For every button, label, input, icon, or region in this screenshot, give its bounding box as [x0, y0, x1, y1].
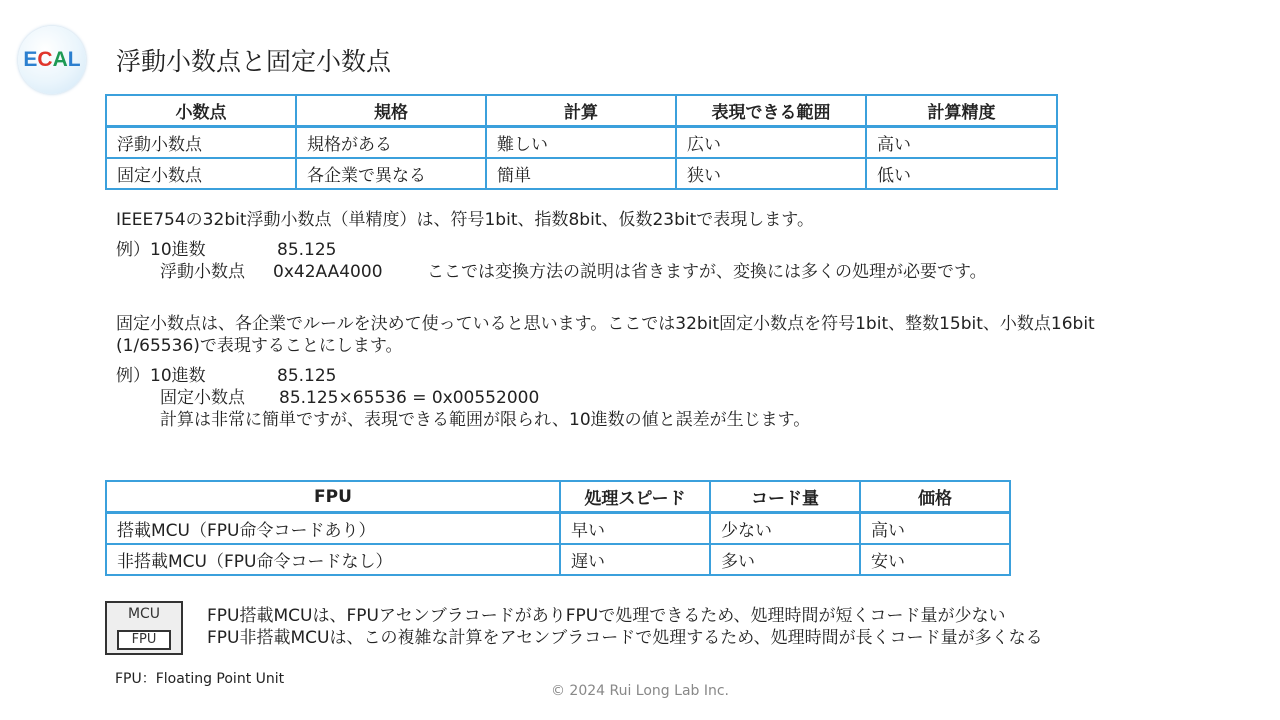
summary-line-2: FPU非搭載MCUは、この複雑な計算をアセンブラコードで処理するため、処理時間が長くコード量が多くなる [207, 628, 1043, 648]
table-row [106, 158, 1057, 189]
table-cell: 高い [860, 513, 1010, 545]
copyright-text: © 2024 Rui Long Lab Inc. [550, 683, 730, 699]
table-header-cell: 計算精度 [866, 95, 1057, 127]
fixed-intro-line-2: (1/65536)で表現することにします。 [116, 336, 403, 356]
fixed-intro-line-1: 固定小数点は、各企業でルールを決めて使っていると思います。ここでは32bit固定小数点を符号1bit、整数15bit、小数点16bit [116, 314, 1095, 334]
table-header-cell: 表現できる範囲 [676, 95, 866, 127]
table-header-cell: 小数点 [106, 95, 296, 127]
fixed-example-formula: 85.125×65536 = 0x00552000 [279, 388, 540, 408]
fixed-example-type-label: 固定小数点 [160, 388, 245, 408]
table-cell: 安い [860, 544, 1010, 575]
table-cell: 早い [560, 513, 710, 545]
table-cell: 各企業で異なる [296, 158, 486, 189]
table-header-cell: 規格 [296, 95, 486, 127]
table-header-cell: FPU [106, 481, 560, 513]
float-example-type-label: 浮動小数点 [160, 262, 245, 282]
comparison-table-fpu [105, 480, 1011, 576]
float-example-label: 例）10進数 [116, 240, 206, 260]
logo-letter-a: A [52, 48, 68, 71]
table-header-cell: コード量 [710, 481, 860, 513]
table-cell: 狭い [676, 158, 866, 189]
page-title: 浮動小数点と固定小数点 [116, 47, 392, 76]
mcu-label: MCU [127, 606, 161, 622]
fixed-example-note: 計算は非常に簡単ですが、表現できる範囲が限られ、10進数の値と誤差が生じます。 [160, 410, 811, 430]
table-cell: 広い [676, 127, 866, 159]
table-cell: 非搭載MCU（FPU命令コードなし） [106, 544, 560, 575]
table-cell: 規格がある [296, 127, 486, 159]
fpu-box: FPU [117, 630, 171, 650]
fixed-example-decimal: 85.125 [277, 366, 337, 386]
mcu-diagram [105, 601, 183, 655]
comparison-table-decimal [105, 94, 1058, 190]
table-header-row [106, 481, 1010, 513]
ecal-logo [18, 26, 86, 94]
table-cell: 高い [866, 127, 1057, 159]
table-cell: 遅い [560, 544, 710, 575]
fixed-example-label: 例）10進数 [116, 366, 206, 386]
logo-letter-c: C [37, 48, 53, 71]
table-header-cell: 処理スピード [560, 481, 710, 513]
table-cell: 少ない [710, 513, 860, 545]
table-header-row [106, 95, 1057, 127]
table-cell: 浮動小数点 [106, 127, 296, 159]
table-row [106, 127, 1057, 159]
logo-letter-e: E [23, 48, 38, 71]
fpu-footnote: FPU：Floating Point Unit [115, 671, 285, 687]
summary-line-1: FPU搭載MCUは、FPUアセンブラコードがありFPUで処理できるため、処理時間が短くコード量が少ない [207, 606, 1006, 626]
float-example-note: ここでは変換方法の説明は省きますが、変換には多くの処理が必要です。 [427, 262, 987, 282]
float-intro-text: IEEE754の32bit浮動小数点（単精度）は、符号1bit、指数8bit、仮数23bitで表現します。 [116, 210, 814, 230]
float-example-hex: 0x42AA4000 [273, 262, 383, 282]
table-header-cell: 価格 [860, 481, 1010, 513]
float-example-decimal: 85.125 [277, 240, 337, 260]
table-cell: 多い [710, 544, 860, 575]
table-cell: 難しい [486, 127, 676, 159]
table-row [106, 513, 1010, 545]
table-row [106, 544, 1010, 575]
table-cell: 簡単 [486, 158, 676, 189]
table-cell: 固定小数点 [106, 158, 296, 189]
table-header-cell: 計算 [486, 95, 676, 127]
table-cell: 搭載MCU（FPU命令コードあり） [106, 513, 560, 545]
table-cell: 低い [866, 158, 1057, 189]
logo-letter-l: L [67, 48, 81, 71]
